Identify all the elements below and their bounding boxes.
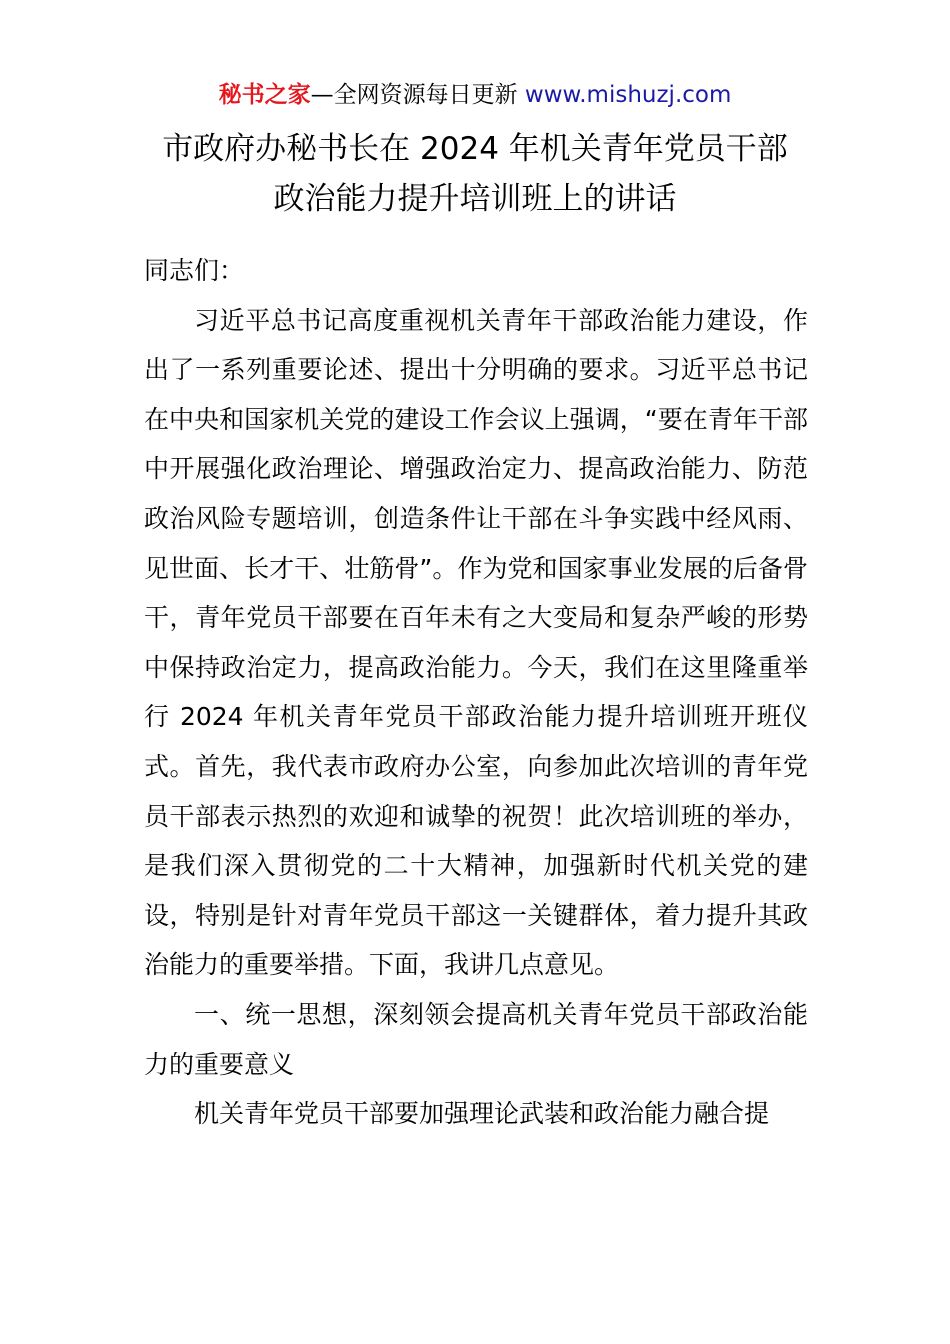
paragraph-intro: 习近平总书记高度重视机关青年干部政治能力建设，作出了一系列重要论述、提出十分明确的要求。习近平总书记在中央和国家机关党的建设工作会议上强调，“要在青年干部中开展强化政治理论、增强政治定力、提高政治能力、防范政治风险专题培训，创造条件让干部在斗争实践中经风雨、见世面、长才干、壮筋骨”。作为党和国家事业发展的后备骨干，青年党员干部要在百年未有之大变局和复杂严峻的形势中保持政治定力，提高政治能力。今天，我们在这里隆重举行 2024 年机关青年党员干部政治能力提升培训班开班仪式。首先，我代表市政府办公室，向参加此次培训的青年党员干部表示热烈的欢迎和诚挚的祝贺！此次培训班的举办，是我们深入贯彻党的二十大精神，加强新时代机关党的建设，特别是针对青年党员干部这一关键群体，着力提升其政治能力的重要举措。下面，我讲几点意见。	[144, 305, 808, 980]
brand-name: 秘书之家	[218, 82, 311, 108]
section-heading-1: 一、统一思想，深刻领会提高机关青年党员干部政治能力的重要意义	[144, 999, 808, 1079]
site-url-link[interactable]: www.mishuzj.com	[524, 82, 732, 108]
paragraph-section-1: 机关青年党员干部要加强理论武装和政治能力融合提	[194, 1099, 770, 1129]
site-header	[0, 78, 950, 112]
document-body	[144, 246, 808, 1139]
title-line-2: 政治能力提升培训班上的讲话	[273, 181, 677, 217]
document-title	[0, 124, 950, 224]
site-tagline: —全网资源每日更新	[310, 82, 525, 108]
salutation: 同志们：	[144, 256, 245, 285]
title-line-1: 市政府办秘书长在 2024 年机关青年党员干部	[162, 131, 788, 167]
